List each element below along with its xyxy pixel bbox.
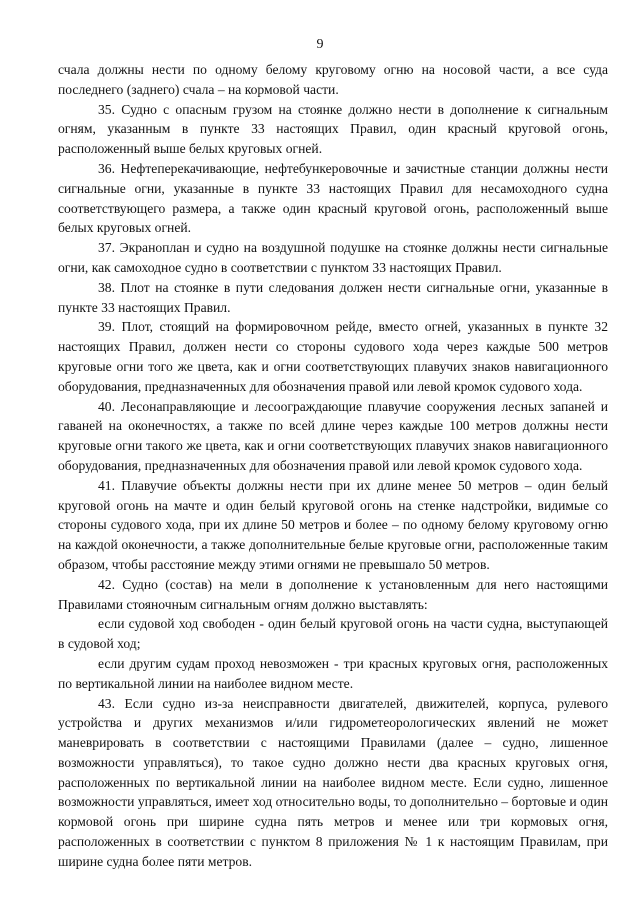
paragraph-39: 39. Плот, стоящий на формировочном рейде, вместо огней, указанных в пункте 32 настоящих Правил, должен нести со стороны судового хода через каждые 500 метров круговые огни того же цвета, как и огни соответствующих плавучих знаков навигационного оборудования, предназначенных для обозначения правой или левой кромок судового хода.	[58, 319, 608, 394]
paragraph-43: 43. Если судно из-за неисправности двигателей, движителей, корпуса, рулевого устройства и других механизмов и/или гидрометеорологических явлений не может маневрировать в соответствии с настоящими Правилами (далее – судно, лишенное возможности управляться), то такое судно должно нести два красных круговых огня, расположенных по вертикальной линии на наиболее видном месте. Если судно, лишенное возможности управляться, имеет ход относительно воды, то дополнительно – бортовые и один кормовой огонь при ширине судна пять метров и менее или три кормовых огня, расположенных в соответствии с пунктом 8 приложения № 1 к настоящим Правилам, при ширине судна более пяти метров.	[58, 695, 608, 869]
paragraph-42-case-blocked: если другим судам проход невозможен - три красных круговых огня, расположенных по вертикальной линии на наиболее видном месте.	[58, 655, 608, 691]
paragraph-41: 41. Плавучие объекты должны нести при их длине менее 50 метров – один белый круговой огонь на мачте и один белый круговой огонь на стенке надстройки, видимые со стороны судового хода, при их длине 50 метров и более – по одному белому круговому огню на каждой оконечности, а также дополнительные белые круговые огни, расположенные таким образом, чтобы расстояние между этими огнями не превышало 50 метров.	[58, 477, 608, 572]
paragraph-38: 38. Плот на стоянке в пути следования должен нести сигнальные огни, указанные в пункте 33 настоящих Правил.	[58, 279, 608, 315]
paragraph-37: 37. Экраноплан и судно на воздушной подушке на стоянке должны нести сигнальные огни, как самоходное судно в соответствии с пунктом 33 настоящих Правил.	[58, 240, 608, 275]
paragraph-continuation: счала должны нести по одному белому круговому огню на носовой части, а все суда последнего (заднего) счала – на кормовой части.	[58, 62, 608, 97]
page-number: 9	[316, 37, 324, 52]
paragraph-42: 42. Судно (состав) на мели в дополнение к установленным для него настоящими Правилами стояночным сигнальным огням должно выставлять:	[58, 576, 608, 612]
paragraph-42-case-free: если судовой ход свободен - один белый круговой огонь на части судна, выступающей в судовой ход;	[58, 616, 608, 652]
paragraph-35: 35. Судно с опасным грузом на стоянке должно нести в дополнение к сигнальным огням, указанным в пункте 33 настоящих Правил, один красный круговой огонь, расположенный выше белых круговых огней.	[58, 101, 608, 157]
document-body	[58, 60, 608, 872]
paragraph-40: 40. Лесонаправляющие и лесоограждающие плавучие сооружения лесных запаней и гаваней на оконечностях, а также по всей длине через каждые 100 метров должны нести круговые огни такого же цвета, как и огни соответствующих плавучих знаков навигационного оборудования, предназначенных для обозначения правой или левой кромок судового хода.	[58, 398, 608, 473]
paragraph-36: 36. Нефтеперекачивающие, нефтебункеровочные и зачистные станции должны нести сигнальные огни, указанные в пункте 33 настоящих Правил для несамоходного судна соответствующего размера, а также один красный круговой огонь, расположенный выше белых круговых огней.	[58, 160, 608, 236]
